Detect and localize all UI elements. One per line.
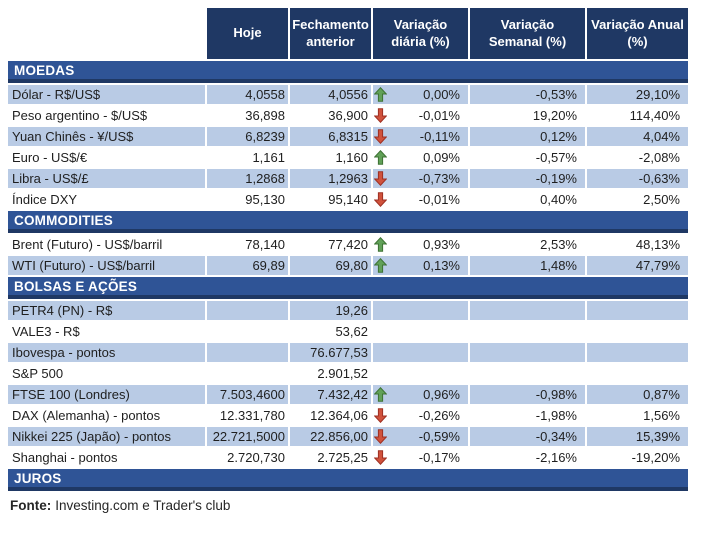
trend-arrow-icon bbox=[374, 324, 387, 339]
table-row-nikkei bbox=[8, 427, 688, 446]
row-label: Shanghai - pontos bbox=[8, 448, 205, 467]
row-label: Peso argentino - $/US$ bbox=[8, 106, 205, 125]
table-row-wti bbox=[8, 256, 688, 275]
prev-close-value: 2.901,52 bbox=[290, 364, 371, 383]
header-variacao-anual: Variação Anual (%) bbox=[587, 8, 688, 59]
annual-change-value: -0,63% bbox=[587, 169, 688, 188]
prev-close-value: 22.856,00 bbox=[290, 427, 371, 446]
weekly-change-value bbox=[470, 301, 585, 320]
daily-change-cell bbox=[373, 169, 468, 188]
weekly-change-value bbox=[470, 364, 585, 383]
table-row-shanghai bbox=[8, 448, 688, 467]
today-value bbox=[207, 364, 288, 383]
section-header-moedas: MOEDAS bbox=[8, 61, 688, 83]
annual-change-value: 29,10% bbox=[587, 85, 688, 104]
weekly-change-value: -0,34% bbox=[470, 427, 585, 446]
trend-arrow-icon bbox=[374, 303, 387, 318]
row-label: Nikkei 225 (Japão) - pontos bbox=[8, 427, 205, 446]
weekly-change-value bbox=[470, 343, 585, 362]
table-header bbox=[8, 8, 688, 59]
daily-change-cell bbox=[373, 190, 468, 209]
table-row-peso bbox=[8, 106, 688, 125]
annual-change-value: 2,50% bbox=[587, 190, 688, 209]
daily-change-value: -0,01% bbox=[418, 192, 460, 207]
table-row-ftse bbox=[8, 385, 688, 404]
weekly-change-value: -1,98% bbox=[470, 406, 585, 425]
today-value bbox=[207, 322, 288, 341]
daily-change-cell bbox=[373, 235, 468, 254]
header-empty-cell bbox=[8, 8, 205, 59]
weekly-change-value: 0,12% bbox=[470, 127, 585, 146]
row-label: Brent (Futuro) - US$/barril bbox=[8, 235, 205, 254]
table-row-euro bbox=[8, 148, 688, 167]
daily-change-cell bbox=[373, 364, 468, 383]
table-row-dxy bbox=[8, 190, 688, 209]
annual-change-value: 47,79% bbox=[587, 256, 688, 275]
today-value: 7.503,4600 bbox=[207, 385, 288, 404]
section-header-bolsas: BOLSAS E AÇÕES bbox=[8, 277, 688, 299]
daily-change-value: 0,96% bbox=[423, 387, 460, 402]
daily-change-cell bbox=[373, 85, 468, 104]
prev-close-value: 12.364,06 bbox=[290, 406, 371, 425]
today-value: 78,140 bbox=[207, 235, 288, 254]
table-row-dax bbox=[8, 406, 688, 425]
daily-change-cell bbox=[373, 448, 468, 467]
daily-change-cell bbox=[373, 406, 468, 425]
daily-change-value: -0,59% bbox=[418, 429, 460, 444]
annual-change-value: -2,08% bbox=[587, 148, 688, 167]
annual-change-value: 15,39% bbox=[587, 427, 688, 446]
row-label: DAX (Alemanha) - pontos bbox=[8, 406, 205, 425]
annual-change-value: 4,04% bbox=[587, 127, 688, 146]
table-row-yuan bbox=[8, 127, 688, 146]
table-row-brent bbox=[8, 235, 688, 254]
prev-close-value: 76.677,53 bbox=[290, 343, 371, 362]
daily-change-value: -0,11% bbox=[419, 129, 460, 144]
weekly-change-value: -0,19% bbox=[470, 169, 585, 188]
weekly-change-value: 2,53% bbox=[470, 235, 585, 254]
daily-change-value: -0,26% bbox=[418, 408, 460, 423]
market-summary-table bbox=[8, 8, 688, 513]
prev-close-value: 6,8315 bbox=[290, 127, 371, 146]
source-note bbox=[8, 498, 688, 513]
row-label: WTI (Futuro) - US$/barril bbox=[8, 256, 205, 275]
daily-change-value: 0,93% bbox=[423, 237, 460, 252]
today-value: 2.720,730 bbox=[207, 448, 288, 467]
weekly-change-value: -0,53% bbox=[470, 85, 585, 104]
row-label: Dólar - R$/US$ bbox=[8, 85, 205, 104]
weekly-change-value: -2,16% bbox=[470, 448, 585, 467]
prev-close-value: 1,2963 bbox=[290, 169, 371, 188]
source-label: Fonte: bbox=[10, 498, 52, 513]
trend-arrow-icon bbox=[374, 345, 387, 360]
today-value bbox=[207, 343, 288, 362]
annual-change-value: -19,20% bbox=[587, 448, 688, 467]
daily-change-cell bbox=[373, 301, 468, 320]
today-value: 1,2868 bbox=[207, 169, 288, 188]
daily-change-cell bbox=[373, 427, 468, 446]
today-value: 6,8239 bbox=[207, 127, 288, 146]
daily-change-value: 0,00% bbox=[423, 87, 460, 102]
header-fechamento-anterior: Fechamento anterior bbox=[290, 8, 371, 59]
row-label: VALE3 - R$ bbox=[8, 322, 205, 341]
weekly-change-value: -0,57% bbox=[470, 148, 585, 167]
source-text: Investing.com e Trader's club bbox=[55, 498, 231, 513]
daily-change-value: -0,01% bbox=[418, 108, 460, 123]
trend-arrow-icon bbox=[374, 366, 387, 381]
daily-change-value: -0,73% bbox=[418, 171, 460, 186]
daily-change-cell bbox=[373, 106, 468, 125]
prev-close-value: 1,160 bbox=[290, 148, 371, 167]
trend-arrow-icon bbox=[374, 87, 387, 102]
today-value: 12.331,780 bbox=[207, 406, 288, 425]
daily-change-cell bbox=[373, 148, 468, 167]
annual-change-value bbox=[587, 301, 688, 320]
trend-arrow-icon bbox=[374, 129, 387, 144]
trend-arrow-icon bbox=[374, 450, 387, 465]
table-row-vale3 bbox=[8, 322, 688, 341]
trend-arrow-icon bbox=[374, 408, 387, 423]
row-label: Euro - US$/€ bbox=[8, 148, 205, 167]
daily-change-cell bbox=[373, 322, 468, 341]
trend-arrow-icon bbox=[374, 171, 387, 186]
today-value: 4,0558 bbox=[207, 85, 288, 104]
today-value: 95,130 bbox=[207, 190, 288, 209]
annual-change-value bbox=[587, 322, 688, 341]
daily-change-cell bbox=[373, 127, 468, 146]
trend-arrow-icon bbox=[374, 237, 387, 252]
weekly-change-value: 1,48% bbox=[470, 256, 585, 275]
weekly-change-value: 19,20% bbox=[470, 106, 585, 125]
daily-change-cell bbox=[373, 343, 468, 362]
prev-close-value: 7.432,42 bbox=[290, 385, 371, 404]
row-label: S&P 500 bbox=[8, 364, 205, 383]
trend-arrow-icon bbox=[374, 387, 387, 402]
row-label: Yuan Chinês - ¥/US$ bbox=[8, 127, 205, 146]
daily-change-cell bbox=[373, 385, 468, 404]
row-label: Índice DXY bbox=[8, 190, 205, 209]
daily-change-value: 0,09% bbox=[423, 150, 460, 165]
header-hoje: Hoje bbox=[207, 8, 288, 59]
weekly-change-value bbox=[470, 322, 585, 341]
annual-change-value: 1,56% bbox=[587, 406, 688, 425]
daily-change-cell bbox=[373, 256, 468, 275]
trend-arrow-icon bbox=[374, 258, 387, 273]
row-label: Ibovespa - pontos bbox=[8, 343, 205, 362]
prev-close-value: 53,62 bbox=[290, 322, 371, 341]
prev-close-value: 2.725,25 bbox=[290, 448, 371, 467]
table-row-petr4 bbox=[8, 301, 688, 320]
header-variacao-diaria: Variação diária (%) bbox=[373, 8, 468, 59]
prev-close-value: 77,420 bbox=[290, 235, 371, 254]
row-label: FTSE 100 (Londres) bbox=[8, 385, 205, 404]
annual-change-value bbox=[587, 343, 688, 362]
weekly-change-value: 0,40% bbox=[470, 190, 585, 209]
trend-arrow-icon bbox=[374, 108, 387, 123]
annual-change-value: 114,40% bbox=[587, 106, 688, 125]
prev-close-value: 4,0556 bbox=[290, 85, 371, 104]
annual-change-value: 0,87% bbox=[587, 385, 688, 404]
today-value bbox=[207, 301, 288, 320]
annual-change-value bbox=[587, 364, 688, 383]
table-row-libra bbox=[8, 169, 688, 188]
trend-arrow-icon bbox=[374, 429, 387, 444]
row-label: Libra - US$/£ bbox=[8, 169, 205, 188]
table-row-dolar bbox=[8, 85, 688, 104]
today-value: 69,89 bbox=[207, 256, 288, 275]
prev-close-value: 36,900 bbox=[290, 106, 371, 125]
prev-close-value: 19,26 bbox=[290, 301, 371, 320]
prev-close-value: 95,140 bbox=[290, 190, 371, 209]
annual-change-value: 48,13% bbox=[587, 235, 688, 254]
today-value: 36,898 bbox=[207, 106, 288, 125]
prev-close-value: 69,80 bbox=[290, 256, 371, 275]
section-header-commodities: COMMODITIES bbox=[8, 211, 688, 233]
header-variacao-semanal: Variação Semanal (%) bbox=[470, 8, 585, 59]
row-label: PETR4 (PN) - R$ bbox=[8, 301, 205, 320]
trend-arrow-icon bbox=[374, 150, 387, 165]
table-row-sp500 bbox=[8, 364, 688, 383]
daily-change-value: -0,17% bbox=[418, 450, 460, 465]
section-header-juros: JUROS bbox=[8, 469, 688, 491]
weekly-change-value: -0,98% bbox=[470, 385, 585, 404]
today-value: 1,161 bbox=[207, 148, 288, 167]
trend-arrow-icon bbox=[374, 192, 387, 207]
table-row-ibovespa bbox=[8, 343, 688, 362]
daily-change-value: 0,13% bbox=[423, 258, 460, 273]
today-value: 22.721,5000 bbox=[207, 427, 288, 446]
